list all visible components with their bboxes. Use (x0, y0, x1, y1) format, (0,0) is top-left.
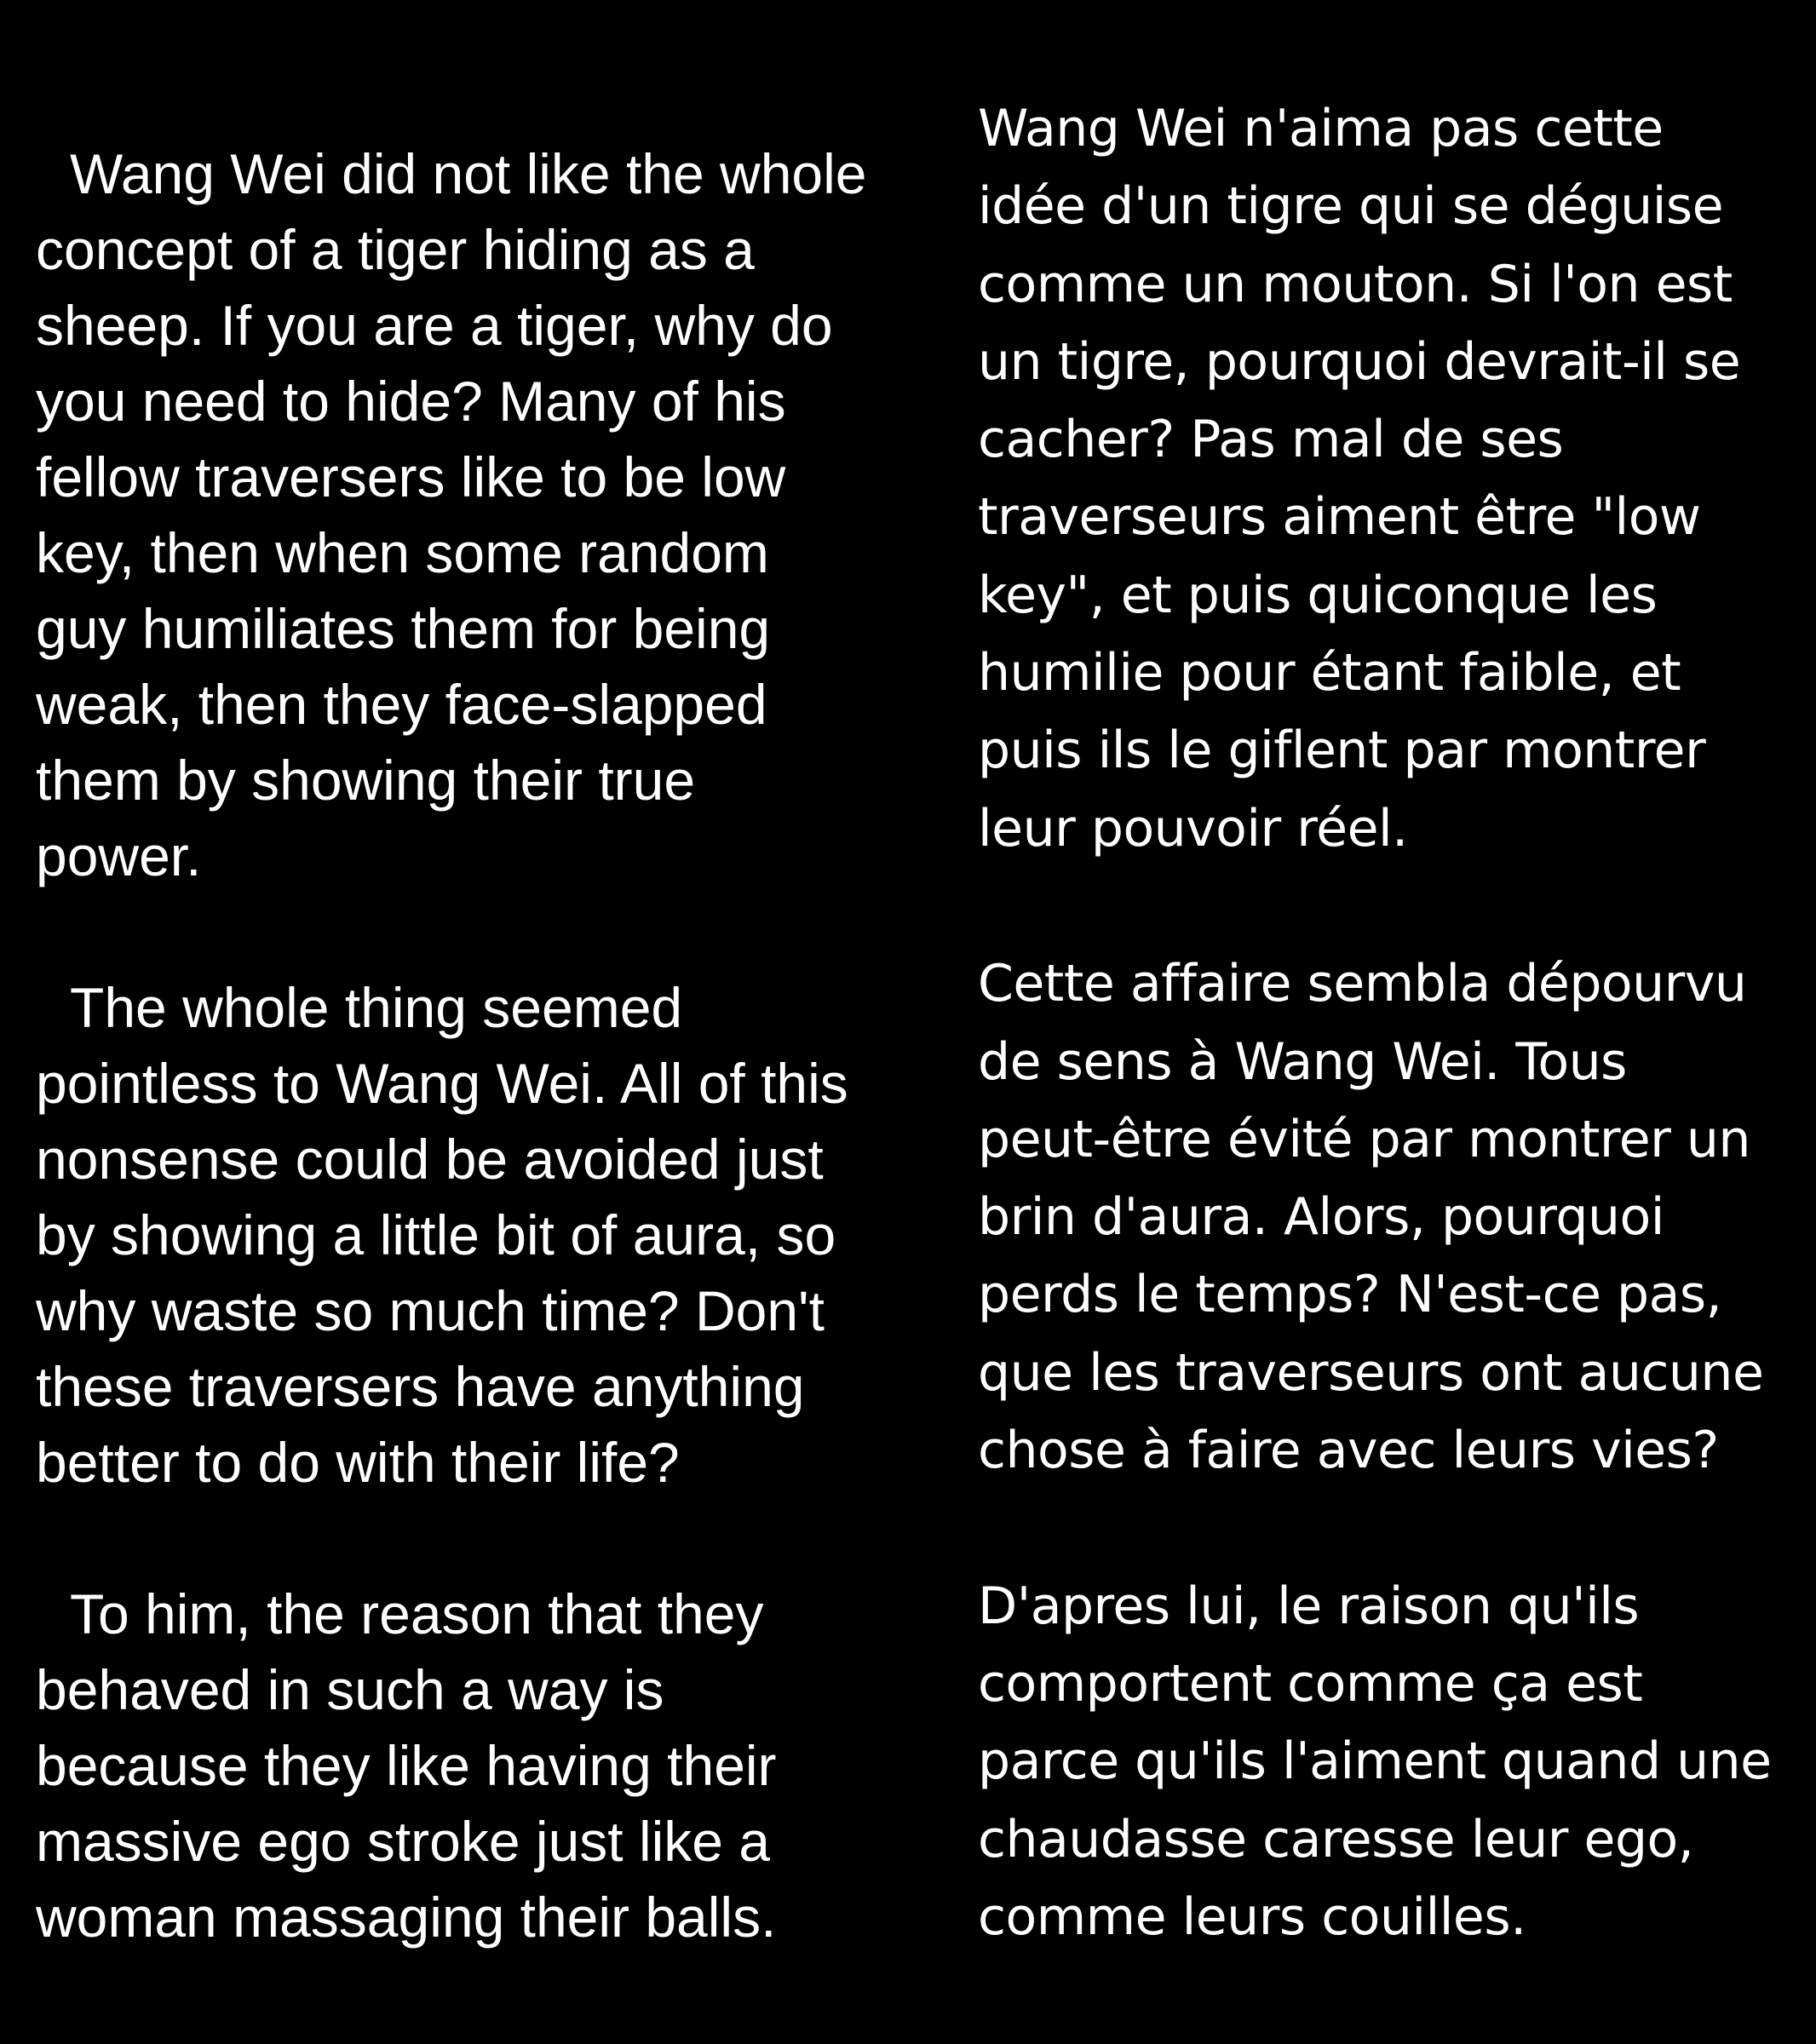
english-paragraph-1: Wang Wei did not like the whole concept of a tiger hiding as a sheep. If you are a tiger, why do you need to hide? Many of his fellow traversers like to be low key, then when some random guy humiliates them for being weak, then they face-slapped them by showing their true power. (36, 142, 867, 887)
paragraph-spacer (36, 894, 922, 970)
french-column (978, 90, 1804, 1956)
english-paragraph-2: The whole thing seemed pointless to Wang Wei. All of this nonsense could be avoided just by showing a little bit of aura, so why waste so much time? Don't these traversers have anything better to do with their life? (36, 976, 848, 1494)
paragraph-spacer (978, 868, 1804, 945)
french-paragraph-1: Wang Wei n'aima pas cette idée d'un tigre qui se déguise comme un mouton. Si l'on est un tigre, pourquoi devrait-il se cacher? Pas mal de ses traverseurs aiment être "low key", et puis quiconque les humilie pour étant faible, et puis ils le giflent par montrer leur pouvoir réel. (978, 99, 1741, 858)
english-column (36, 136, 922, 1955)
english-paragraph-3: To him, the reason that they behaved in such a way is because they like having their massive ego stroke just like a woman massaging their balls. (36, 1582, 777, 1949)
french-paragraph-2: Cette affaire sembla dépourvu de sens à Wang Wei. Tous peut-être évité par montrer un brin d'aura. Alors, pourquoi perds le temps? N'est-ce pas, que les traverseurs ont aucune chose à faire avec leurs vies? (978, 954, 1764, 1481)
french-paragraph-3: D'apres lui, le raison qu'ils comportent comme ça est parce qu'ils l'aiment quand une chaudasse caresse leur ego, comme leurs couilles. (978, 1576, 1772, 1947)
paragraph-spacer (978, 1490, 1804, 1567)
paragraph-spacer (36, 1501, 922, 1576)
